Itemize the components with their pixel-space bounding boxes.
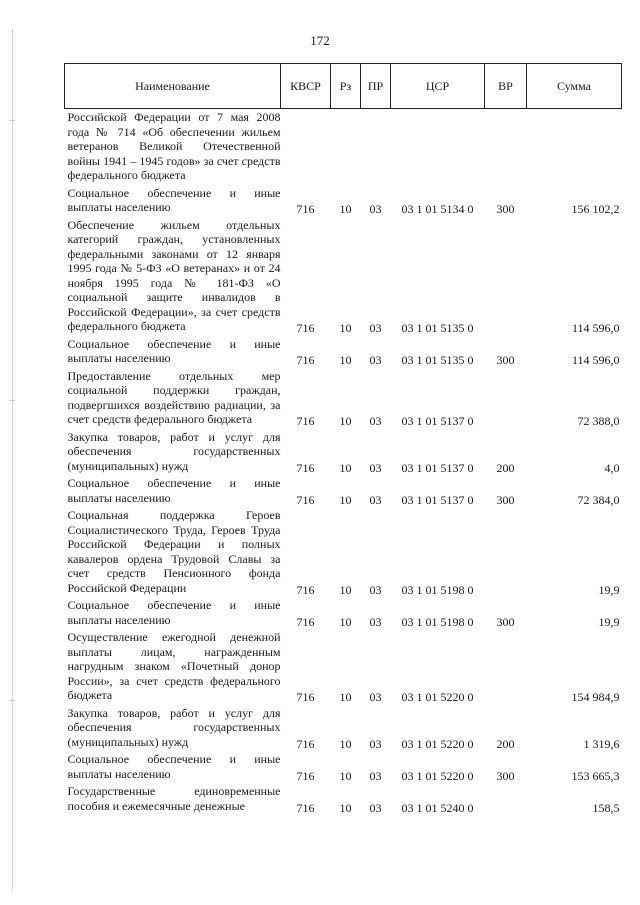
binding-margin-line <box>12 30 13 890</box>
header-pr: ПР <box>361 64 391 109</box>
cell-kvsr: 716 <box>296 492 315 507</box>
cell-sum: 19,9 <box>598 614 620 629</box>
cell-kvsr: 716 <box>296 321 315 335</box>
cell-rz: 10 <box>339 353 352 367</box>
cell-rz: 10 <box>339 202 352 216</box>
page-number: 172 <box>310 33 330 48</box>
cell-kvsr: 716 <box>296 202 315 216</box>
cell-name: Предоставление отдельных мер социальной поддержки граждан, подвергшихся воздействию радиации, за счет средств федерального бюджета <box>67 368 281 426</box>
table-row <box>65 217 622 336</box>
cell-name: Российской Федерации от 7 мая 2008 года № 714 «Об обеспечении жильем ветеранов Великой Отечественной войны 1941 – 1945 годов» за счет средств федерального бюджета <box>67 110 281 182</box>
cell-sum: 158,5 <box>592 800 620 815</box>
cell-sum: 4,0 <box>604 460 620 475</box>
cell-csr: 03 1 01 5135 0 <box>401 321 474 335</box>
cell-kvsr: 716 <box>296 800 315 815</box>
cell-csr: 03 1 01 5198 0 <box>401 614 474 629</box>
cell-kvsr: 716 <box>296 614 315 629</box>
cell-kvsr: 716 <box>296 460 315 475</box>
table-row <box>65 475 622 507</box>
cell-pr: 03 <box>369 202 382 216</box>
table-row <box>65 705 622 752</box>
cell-csr: 03 1 01 5134 0 <box>401 202 474 216</box>
table-row <box>65 783 622 815</box>
header-name: Наименование <box>65 64 281 109</box>
cell-kvsr: 716 <box>296 582 315 597</box>
cell-sum: 114 596,0 <box>571 353 620 367</box>
cell-vr <box>485 783 527 815</box>
cell-rz: 10 <box>339 768 352 783</box>
header-rz: Рз <box>331 64 361 109</box>
cell-name: Социальное обеспечение и иные выплаты населению <box>67 598 281 627</box>
cell-name: Социальная поддержка Героев Социалистического Труда, Героев Труда Российской Федерации и полных кавалеров ордена Трудовой Славы за счет средств Пенсионного фонда Российской Федерации <box>67 508 281 595</box>
cell-vr <box>485 368 527 429</box>
cell-pr: 03 <box>369 321 382 335</box>
table-row <box>65 368 622 429</box>
cell-vr <box>485 507 527 597</box>
binding-margin-mark <box>9 120 15 121</box>
cell-name: Государственные единовременные пособия и ежемесячные денежные <box>67 784 281 813</box>
cell-rz: 10 <box>339 582 352 597</box>
table-row <box>65 336 622 368</box>
cell-pr: 03 <box>369 768 382 783</box>
cell-csr: 03 1 01 5135 0 <box>401 353 474 367</box>
cell-vr <box>485 217 527 336</box>
cell-sum: 156 102,2 <box>571 202 620 216</box>
cell-rz: 10 <box>339 800 352 815</box>
table-row <box>65 629 622 705</box>
cell-name: Социальное обеспечение и иные выплаты населению <box>67 336 281 365</box>
cell-csr: 03 1 01 5220 0 <box>401 768 474 783</box>
cell-rz: 10 <box>339 492 352 507</box>
cell-sum: 153 665,3 <box>571 768 620 783</box>
cell-csr <box>391 109 485 185</box>
cell-csr: 03 1 01 5220 0 <box>401 736 474 751</box>
cell-sum: 114 596,0 <box>571 321 620 335</box>
cell-pr: 03 <box>369 582 382 597</box>
cell-name: Осуществление ежегодной денежной выплаты лицам, награжденным нагрудным знаком «Почетный донор России», за счет средств федерального бюджета <box>67 630 281 702</box>
cell-sum: 72 388,0 <box>577 414 620 428</box>
cell-vr: 200 <box>496 736 515 751</box>
cell-csr: 03 1 01 5198 0 <box>401 582 474 597</box>
cell-rz: 10 <box>339 690 352 704</box>
cell-vr <box>485 629 527 705</box>
table-row <box>65 597 622 629</box>
cell-vr: 200 <box>496 460 515 475</box>
cell-pr: 03 <box>369 800 382 815</box>
cell-csr: 03 1 01 5240 0 <box>401 800 474 815</box>
cell-pr: 03 <box>369 690 382 704</box>
table-row <box>65 185 622 217</box>
cell-pr: 03 <box>369 460 382 475</box>
cell-rz: 10 <box>339 321 352 335</box>
cell-name: Социальное обеспечение и иные выплаты населению <box>67 752 281 781</box>
cell-rz: 10 <box>339 736 352 751</box>
budget-table <box>64 63 622 815</box>
table-row <box>65 751 622 783</box>
header-row <box>65 64 622 109</box>
cell-pr: 03 <box>369 614 382 629</box>
cell-name: Закупка товаров, работ и услуг для обеспечения государственных (муниципальных) нужд <box>67 705 281 749</box>
cell-vr: 300 <box>496 614 515 629</box>
cell-pr: 03 <box>369 736 382 751</box>
table-body <box>65 109 622 816</box>
cell-pr <box>361 109 391 185</box>
header-kvsr: КВСР <box>281 64 331 109</box>
binding-margin-mark <box>9 400 15 401</box>
cell-name: Закупка товаров, работ и услуг для обеспечения государственных (муниципальных) нужд <box>67 429 281 473</box>
cell-name: Обеспечение жильем отдельных категорий граждан, установленных федеральными законами от 12 января 1995 года № 5-ФЗ «О ветеранах» и от 24 ноября 1995 года № 181-ФЗ «О социальной защите инвалидов в Российской Федерации», за счет средств федерального бюджета <box>67 217 281 333</box>
cell-vr: 300 <box>496 202 515 216</box>
cell-kvsr: 716 <box>296 690 315 704</box>
cell-rz: 10 <box>339 414 352 428</box>
cell-sum <box>527 109 622 185</box>
cell-rz <box>331 109 361 185</box>
cell-pr: 03 <box>369 353 382 367</box>
table-header <box>65 64 622 109</box>
cell-pr: 03 <box>369 492 382 507</box>
table-row <box>65 429 622 476</box>
cell-csr: 03 1 01 5137 0 <box>401 460 474 475</box>
cell-sum: 154 984,9 <box>571 690 620 704</box>
cell-csr: 03 1 01 5137 0 <box>401 492 474 507</box>
header-csr: ЦСР <box>391 64 485 109</box>
cell-vr: 300 <box>496 768 515 783</box>
cell-rz: 10 <box>339 460 352 475</box>
cell-name: Социальное обеспечение и иные выплаты населению <box>67 476 281 505</box>
cell-vr: 300 <box>496 492 515 507</box>
table-row <box>65 109 622 185</box>
cell-vr: 300 <box>496 353 515 367</box>
cell-csr: 03 1 01 5137 0 <box>401 414 474 428</box>
cell-pr: 03 <box>369 414 382 428</box>
cell-kvsr: 716 <box>296 414 315 428</box>
cell-rz: 10 <box>339 614 352 629</box>
cell-kvsr: 716 <box>296 736 315 751</box>
table-row <box>65 507 622 597</box>
cell-kvsr <box>281 109 331 185</box>
header-sum: Сумма <box>527 64 622 109</box>
cell-csr: 03 1 01 5220 0 <box>401 690 474 704</box>
cell-vr <box>485 109 527 185</box>
cell-kvsr: 716 <box>296 768 315 783</box>
cell-sum: 19,9 <box>598 582 620 597</box>
cell-sum: 72 384,0 <box>577 492 620 507</box>
header-vr: ВР <box>485 64 527 109</box>
cell-kvsr: 716 <box>296 353 315 367</box>
binding-margin-mark <box>9 700 15 701</box>
cell-name: Социальное обеспечение и иные выплаты населению <box>67 185 281 214</box>
cell-sum: 1 319,6 <box>583 736 620 751</box>
